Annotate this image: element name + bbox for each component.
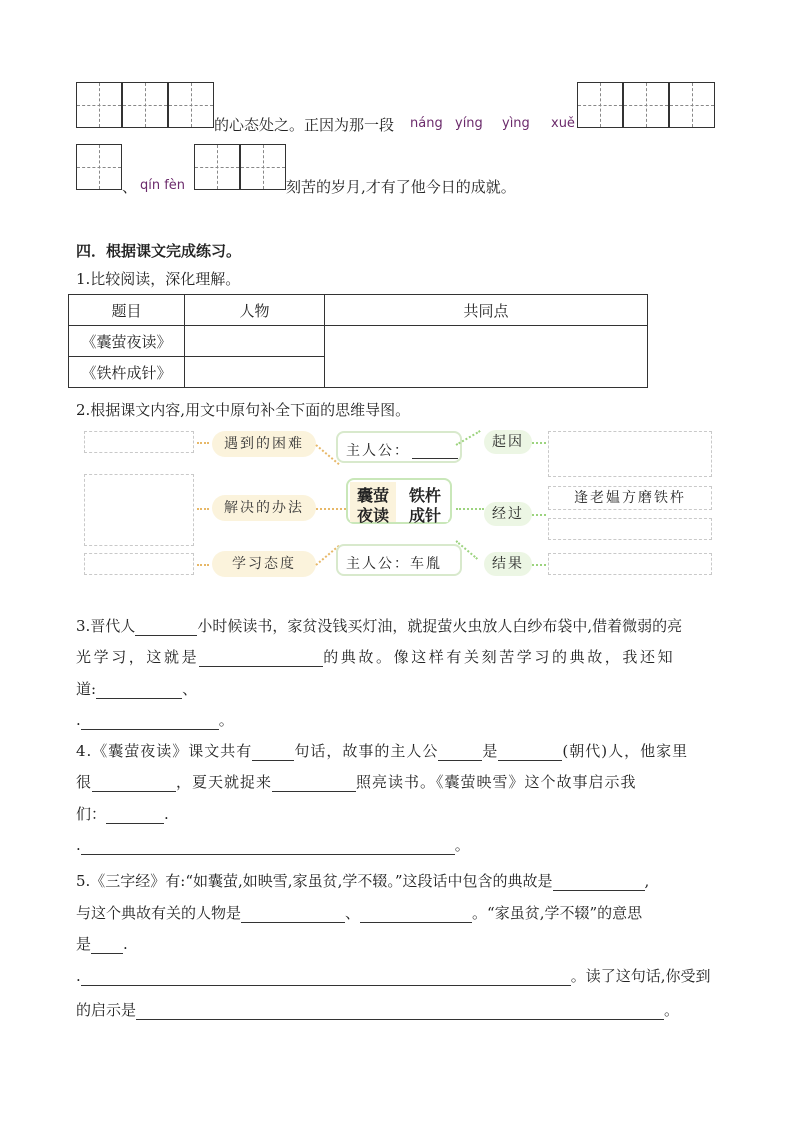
writing-grid-group-1[interactable] [76,82,214,128]
connector [532,442,546,444]
answer-blank[interactable] [438,745,482,761]
connector [197,442,209,444]
center-node [346,478,452,524]
q3-text: . [76,711,81,729]
question-5-line1 [76,870,649,891]
q5-text: 与这个典故有关的人物是 [76,904,242,922]
q5-text: . [123,935,128,953]
question-4-line2 [76,771,637,792]
q4-text: . [164,805,169,823]
section-title: 四．根据课文完成练习。 [76,242,242,260]
answer-blank[interactable] [81,714,219,730]
node-solution: 解决的办法 [212,495,316,521]
answer-cell-person[interactable] [185,357,325,388]
answer-blank[interactable] [92,776,176,792]
writing-grid-group-4[interactable] [194,144,286,190]
writing-grid-cell[interactable] [122,82,168,128]
pinyin-xue: xuě [551,116,575,131]
connector [197,508,209,510]
q3-text: 的典故。像这样有关刻苦学习的典故，我还知 [323,648,676,666]
protagonist-blank[interactable] [412,443,458,459]
question-3-line4 [76,709,234,730]
center-left-line2: 夜读 [356,506,389,525]
q5-text: 。“家虽贫,学不辍”的意思 [472,904,643,922]
answer-blank[interactable] [91,938,123,954]
node-cause: 起因 [484,430,532,454]
q4-text: 很 [76,773,93,791]
node-result: 结果 [484,552,532,576]
answer-blank[interactable] [252,745,294,761]
q3-text: 道: [76,680,97,698]
center-left-title [350,482,396,525]
pinyin-ying2: yìng [502,116,530,131]
question-5-line4 [76,965,711,986]
center-right-title [402,482,448,525]
q5-text: 5.《三字经》有:“如囊萤,如映雪,家虽贫,学不辍。”这段话中包含的典故是 [76,872,553,890]
q4-text: 们： [76,805,107,823]
q3-text: 、 [182,680,198,698]
answer-box-result[interactable] [548,553,712,575]
center-right-line1: 铁杵 [408,486,441,505]
answer-box-attitude[interactable] [84,553,194,575]
connector [532,564,546,566]
center-left-line1: 囊萤 [356,486,389,505]
question-4-line1 [76,740,688,761]
q4-text: (朝代)人，他家里 [562,742,689,760]
connector [532,514,546,516]
writing-grid-cell[interactable] [194,144,240,190]
writing-grid-cell[interactable] [76,144,122,190]
question-3-line2 [76,646,675,667]
answer-blank[interactable] [199,651,323,667]
answer-blank[interactable] [360,907,472,923]
answer-blank[interactable] [553,875,645,891]
bottom-protagonist-box [336,544,462,576]
answer-blank[interactable] [272,776,356,792]
q3-text: 小时候读书，家贫没钱买灯油，就捉萤火虫放人白纱布袋中,借着微弱的亮 [197,617,683,635]
writing-grid-group-3[interactable] [76,144,122,190]
answer-blank[interactable] [498,745,562,761]
connector [197,564,209,566]
question-4-line4 [76,834,470,855]
pinyin-ying1: yíng [455,116,483,131]
question-2: 2.根据课文内容,用文中原句补全下面的思维导图。 [76,401,411,419]
writing-grid-cell[interactable] [76,82,122,128]
question-3-line1 [76,615,682,636]
line1-text: 的心态处之。正因为那一段 [214,116,395,134]
answer-box-solution[interactable] [84,474,194,546]
q3-text: 3.晋代人 [76,617,136,635]
node-process: 经过 [484,502,532,526]
q5-text: , [644,872,650,890]
node-difficulty: 遇到的困难 [212,431,316,457]
line2-sep: 、 [122,178,138,196]
answer-cell-person[interactable] [185,326,325,357]
bottom-protagonist-label: 主人公：车胤 [346,556,442,572]
q4-text: 句话，故事的主人公 [294,742,439,760]
answer-blank[interactable] [135,620,197,636]
writing-grid-cell[interactable] [240,144,286,190]
table-header-row [69,295,648,326]
writing-grid-cell[interactable] [168,82,214,128]
q5-text: . [76,967,81,985]
table-row [69,326,648,357]
line2-text: 刻苦的岁月,才有了他今日的成就。 [286,178,516,196]
question-5-line2 [76,902,642,923]
center-right-line2: 成针 [408,506,441,525]
answer-box-process[interactable] [548,518,712,540]
process-fill: 逢老媪方磨铁杵 [548,486,712,510]
writing-grid-cell[interactable] [623,82,669,128]
top-protagonist-box [336,431,462,463]
pinyin-nang: náng [410,116,443,131]
q5-text: 。 [664,1001,680,1019]
q4-text: . [76,836,81,854]
answer-box-difficulty[interactable] [84,431,194,453]
q4-text: ，夏天就捉来 [176,773,273,791]
q3-text: 光学习，这就是 [76,648,200,666]
answer-blank[interactable] [136,1004,664,1020]
answer-box-cause[interactable] [548,431,712,477]
q5-text: 的启示是 [76,1001,137,1019]
question-5-line3 [76,933,128,954]
q4-text: 照亮读书。《囊萤映雪》这个故事启示我 [356,773,637,791]
comparison-table [68,294,648,388]
writing-grid-group-2[interactable] [577,82,715,128]
q5-text: 。读了这句话,你受到 [570,967,711,985]
q5-text: 、 [345,904,361,922]
q5-text: 是 [76,935,92,953]
question-5-line5 [76,999,679,1020]
table-row-title: 《铁杵成针》 [69,357,185,388]
answer-blank[interactable] [106,808,164,824]
question-1: 1.比较阅读，深化理解。 [76,270,241,288]
question-3-line3 [76,678,197,699]
table-header: 题目 [69,295,185,326]
q3-text: 。 [218,711,234,729]
table-header: 共同点 [325,295,648,326]
answer-blank[interactable] [241,907,345,923]
q4-text: 是 [482,742,499,760]
node-attitude: 学习态度 [212,551,316,577]
table-row-title: 《囊萤夜读》 [69,326,185,357]
pinyin-qinfen: qín fèn [140,178,186,193]
top-protagonist-label: 主人公： [346,443,410,459]
q4-text: 4.《囊萤夜读》课文共有 [76,742,253,760]
answer-cell-common[interactable] [325,326,648,388]
connector [456,508,484,510]
writing-grid-cell[interactable] [669,82,715,128]
answer-blank[interactable] [81,839,455,855]
writing-grid-cell[interactable] [577,82,623,128]
table-header: 人物 [185,295,325,326]
q4-text: 。 [454,836,470,854]
answer-blank[interactable] [81,970,571,986]
answer-blank[interactable] [96,683,182,699]
connector [316,508,346,510]
question-4-line3 [76,803,169,824]
